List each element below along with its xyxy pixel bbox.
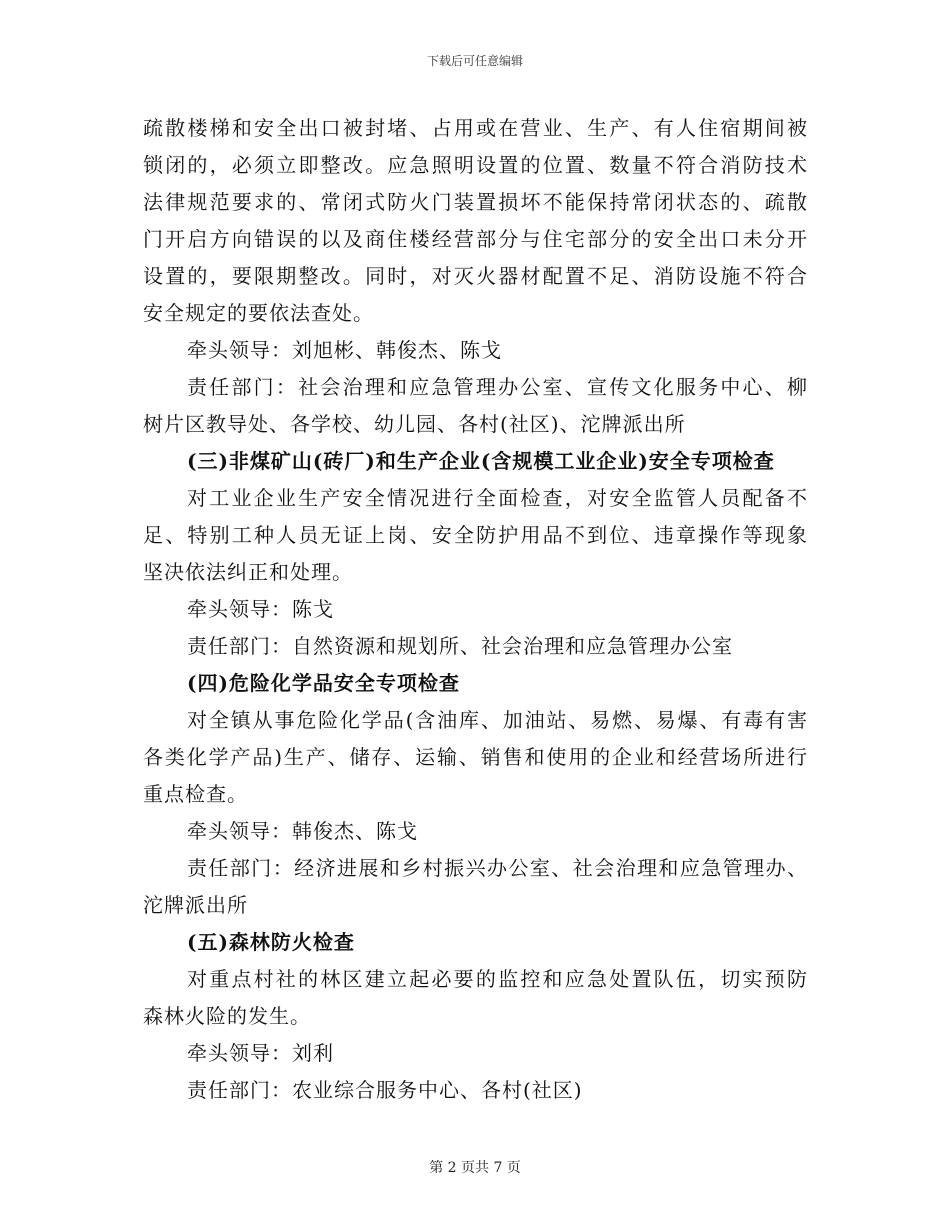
section-heading: (三)非煤矿山(砖厂)和生产企业(含规模工业企业)安全专项检查 — [187, 449, 775, 473]
paragraph-line: 法律规范要求的、常闭式防火门装置损坏不能保持常闭状态的、疏散 — [143, 190, 808, 214]
paragraph-line: 足、特别工种人员无证上岗、安全防护用品不到位、违章操作等现象 — [143, 523, 808, 547]
paragraph-line: 对工业企业生产安全情况进行全面检查，对安全监管人员配备不 — [187, 486, 808, 510]
page-number-footer: 第 2 页共 7 页 — [429, 1160, 521, 1176]
paragraph-line: 责任部门：社会治理和应急管理办公室、宣传文化服务中心、柳 — [187, 375, 808, 399]
paragraph-line: 坚决依法纠正和处理。 — [143, 560, 353, 584]
paragraph-line: 责任部门：农业综合服务中心、各村(社区) — [187, 1078, 583, 1102]
paragraph-line: 责任部门：经济进展和乡村振兴办公室、社会治理和应急管理办、 — [187, 856, 808, 880]
paragraph-line: 门开启方向错误的以及商住楼经营部分与住宅部分的安全出口未分开 — [143, 227, 808, 251]
paragraph-line: 沱牌派出所 — [143, 893, 248, 917]
paragraph-line: 树片区教导处、各学校、幼儿园、各村(社区)、沱牌派出所 — [143, 412, 686, 436]
paragraph-line: 牵头领导：陈戈 — [187, 597, 334, 621]
paragraph-line: 牵头领导：韩俊杰、陈戈 — [187, 819, 418, 843]
paragraph-line: 牵头领导：刘旭彬、韩俊杰、陈戈 — [187, 338, 502, 362]
paragraph-line: 牵头领导：刘利 — [187, 1041, 334, 1065]
paragraph-line: 疏散楼梯和安全出口被封堵、占用或在营业、生产、有人住宿期间被 — [143, 116, 808, 140]
paragraph-line: 对全镇从事危险化学品(含油库、加油站、易燃、易爆、有毒有害 — [187, 708, 808, 732]
paragraph-line: 对重点村社的林区建立起必要的监控和应急处置队伍，切实预防 — [187, 967, 808, 991]
document-body — [143, 110, 808, 1109]
paragraph-line: 安全规定的要依法查处。 — [143, 301, 374, 325]
section-heading: (四)危险化学品安全专项检查 — [187, 671, 460, 695]
paragraph-line: 森林火险的发生。 — [143, 1004, 311, 1028]
paragraph-line: 责任部门：自然资源和规划所、社会治理和应急管理办公室 — [187, 634, 733, 658]
paragraph-line: 各类化学产品)生产、储存、运输、销售和使用的企业和经营场所进行 — [143, 745, 808, 769]
paragraph-line: 重点检查。 — [143, 782, 248, 806]
paragraph-line: 锁闭的，必须立即整改。应急照明设置的位置、数量不符合消防技术 — [143, 153, 808, 177]
page-header-note: 下载后可任意编辑 — [426, 54, 523, 68]
section-heading: (五)森林防火检查 — [187, 930, 355, 954]
paragraph-line: 设置的，要限期整改。同时，对灭火器材配置不足、消防设施不符合 — [143, 264, 808, 288]
